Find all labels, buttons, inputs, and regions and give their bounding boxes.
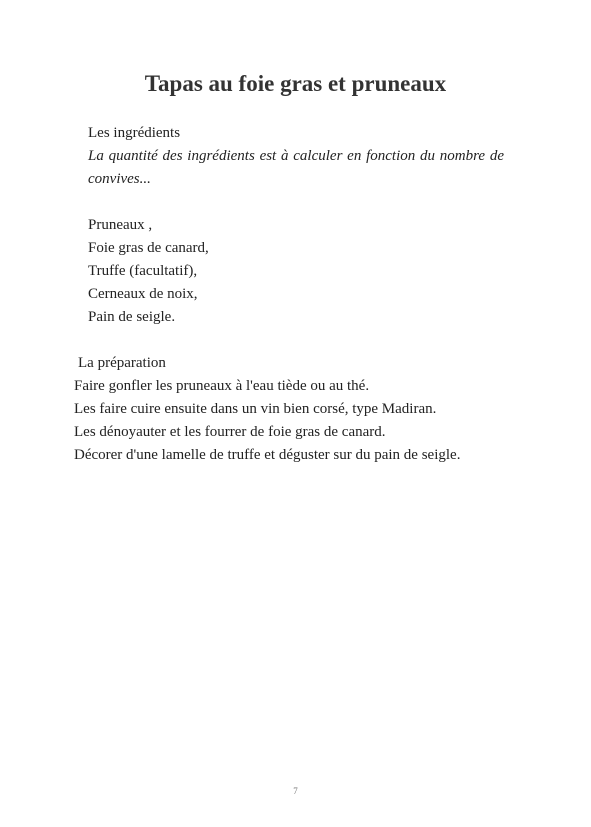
- ingredient-list: [88, 214, 504, 329]
- preparation-heading: La préparation: [78, 355, 166, 371]
- ingredient-item: Cerneaux de noix,: [88, 286, 198, 302]
- step-item: Décorer d'une lamelle de truffe et déguster sur du pain de seigle.: [74, 447, 461, 463]
- ingredients-heading: Les ingrédients: [88, 125, 181, 141]
- step-item: Les faire cuire ensuite dans un vin bien corsé, type Madiran.: [74, 401, 437, 417]
- ingredient-item: Pain de seigle.: [88, 309, 176, 325]
- steps-list: [74, 375, 504, 467]
- recipe-content: [74, 122, 504, 467]
- step-item: Faire gonfler les pruneaux à l'eau tiède ou au thé.: [74, 378, 370, 394]
- page-title: Tapas au foie gras et pruneaux: [144, 71, 447, 96]
- spacer: [88, 191, 504, 214]
- preparation-section: [74, 352, 504, 467]
- ingredient-item: Foie gras de canard,: [88, 240, 209, 256]
- spacer: [88, 329, 504, 352]
- page-number: 7: [293, 786, 298, 796]
- step-item: Les dénoyauter et les fourrer de foie gras de canard.: [74, 424, 386, 440]
- ingredient-item: Truffe (facultatif),: [88, 263, 198, 279]
- ingredients-note: La quantité des ingrédients est à calculer en fonction du nombre de convives...: [88, 148, 504, 187]
- ingredient-item: Pruneaux ,: [88, 217, 153, 233]
